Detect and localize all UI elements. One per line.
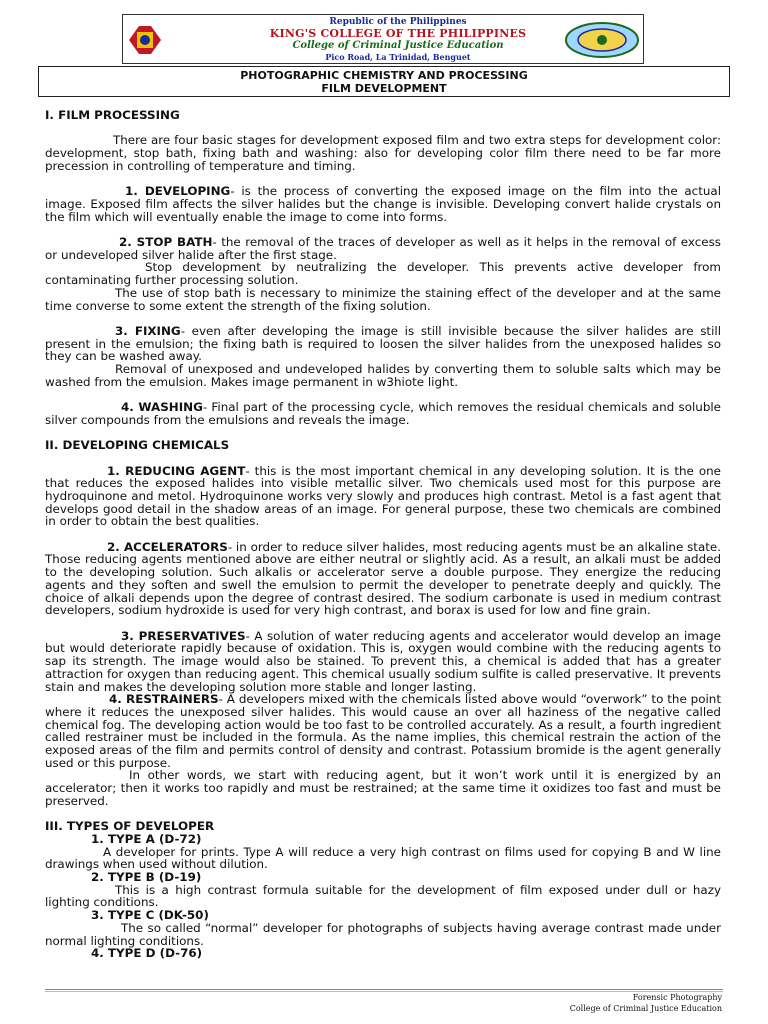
term-text: - even after developing the image is still invisible because the silver halides are still present in the emulsion; the fixing bath is required to loosen the silver halides from the unexposed halides so they can be washed away. — [45, 323, 721, 364]
paragraph — [45, 541, 721, 617]
paragraph — [45, 693, 721, 769]
term-text: - this is the most important chemical in any developing solution. It is the one that reduces the exposed halides into visible metallic silver. Two chemicals used most for this purpose are hydroquinone and metol. Hydroquinone works very slowly and produces high contrast. Metol is a fast agent that develops good detail in the shadow areas of an image. For general purpose, these two chemicals are combined in order to obtain the best qualities. — [45, 463, 721, 529]
paragraph: Removal of unexposed and undeveloped halides by converting them to soluble salts which may be washed from the emulsion. Makes image permanent in w3hiote light. — [45, 362, 721, 389]
footer-course: Forensic Photography — [632, 993, 722, 1002]
term-text: - the removal of the traces of developer as well as it helps in the removal of excess or undeveloped silver halide after the first stage. — [45, 234, 721, 262]
term-label: 1. REDUCING AGENT — [107, 463, 246, 478]
term-label: 2. ACCELERATORS — [107, 539, 228, 554]
document-body — [45, 109, 721, 960]
term-label: 3. FIXING — [115, 323, 181, 338]
criminology-logo-icon — [563, 20, 641, 60]
paragraph — [45, 630, 721, 694]
term-text: - A solution of water reducing agents and accelerator would develop an image but would deteriorate rapidly because of oxidation. This is, oxygen would combine with the reducing agents to sap its strength. The image would also be stained. To prevent this, a chemical is added that has a greater attraction for oxygen than reducing agent. This chemical usually sodium sulfite is called preservative. It prevents stain and makes the developing solution more stable and longer lasting. — [45, 628, 721, 694]
section-heading: II. DEVELOPING CHEMICALS — [45, 438, 230, 453]
term-label: 4. RESTRAINERS — [109, 692, 219, 707]
footer-rule — [45, 989, 723, 990]
paragraph: The so called “normal” developer for photographs of subjects having average contrast made under normal lighting conditions. — [45, 920, 721, 948]
list-item: 1. TYPE A (D-72) — [91, 831, 202, 846]
paragraph — [45, 236, 721, 261]
paragraph — [45, 401, 721, 426]
paragraph: The use of stop bath is necessary to minimize the staining effect of the developer and at the same time converse to some extent the strength of the fixing solution. — [45, 285, 721, 313]
header-banner — [122, 14, 644, 64]
paragraph — [45, 465, 721, 529]
term-label: 2. STOP BATH — [119, 234, 213, 249]
section-heading: III. TYPES OF DEVELOPER — [45, 819, 215, 834]
paragraph: Stop development by neutralizing the developer. This prevents active developer from contaminating further processing solution. — [45, 260, 721, 288]
paragraph — [45, 185, 721, 223]
banner-school: KING'S COLLEGE OF THE PHILIPPINES — [269, 27, 527, 40]
paragraph: There are four basic stages for development exposed film and two extra steps for development color: development, stop bath, fixing bath and washing: also for developing color film there need to be far more precession in controlling of temperature and timing. — [45, 133, 721, 173]
term-label: 4. WASHING — [121, 400, 203, 415]
paragraph: This is a high contrast formula suitable for the development of film exposed under dull or hazy lighting conditions. — [45, 882, 721, 910]
term-text: - in order to reduce silver halides, most reducing agents must be an alkaline state. Those reducing agents mentioned above are either neutral or slightly acid. As a result, an alkali must be added to the developing solution. Such alkalis or accelerator serve a double purpose. They energize the reducing agents and they soften and swell the emulsion to permit the developer to penetrate deeply and quickly. The choice of alkali depends upon the degree of contrast desired. The sodium carbonate is used in medium contrast developers, sodium hydroxide is used for very high contrast, and borax is used for low and fine grain. — [45, 539, 722, 618]
document-subtitle: FILM DEVELOPMENT — [321, 82, 447, 95]
paragraph: A developer for prints. Type A will reduce a very high contrast on films used for copying B and W line drawings when used without dilution. — [45, 844, 721, 872]
term-text: - A developers mixed with the chemicals listed above would “overwork” to the point where it reduces the unexposed silver halides. This would cause an over all haziness of the negative called chemical fog. The developing action would be too fast to be controlled accurately. As a result, a fourth ingredient called restrainer must be included in the formula. As the name implies, this chemical restrain the action of the exposed areas of the film and permits control of density and contrast. Potassium bromide is the agent generally used or this purpose. — [45, 692, 721, 770]
paragraph: In other words, we start with reducing agent, but it won’t work until it is energized by an accelerator; then it works too rapidly and must be restrained; at the same time it oxidizes too fast and must be preserved. — [45, 768, 721, 808]
list-item: 4. TYPE D (D-76) — [91, 946, 203, 961]
term-label: 3. PRESERVATIVES — [121, 628, 246, 643]
document-title: PHOTOGRAPHIC CHEMISTRY AND PROCESSING — [240, 69, 528, 82]
banner-college: College of Criminal Justice Education — [292, 40, 504, 51]
list-item: 2. TYPE B (D-19) — [91, 870, 202, 885]
title-box — [38, 66, 730, 97]
paragraph — [45, 325, 721, 363]
banner-text — [243, 17, 553, 62]
term-text: - is the process of converting the exposed image on the film into the actual image. Exposed film affects the silver halides but the change is invisible. Developing convert halide crystals on the film which will eventually enable the image to come into forms. — [45, 184, 721, 224]
footer-college: College of Criminal Justice Education — [569, 1004, 722, 1013]
section-heading: I. FILM PROCESSING — [45, 108, 180, 122]
page-footer — [570, 992, 722, 1014]
banner-country: Republic of the Philippines — [329, 17, 467, 27]
term-text: - Final part of the processing cycle, which removes the residual chemicals and soluble silver compounds from the emulsions and reveals the image. — [45, 400, 721, 427]
term-label: 1. DEVELOPING — [125, 184, 231, 199]
banner-address: Pico Road, La Trinidad, Benguet — [325, 52, 471, 62]
college-seal-icon — [125, 20, 165, 60]
list-item: 3. TYPE C (DK-50) — [91, 908, 209, 923]
